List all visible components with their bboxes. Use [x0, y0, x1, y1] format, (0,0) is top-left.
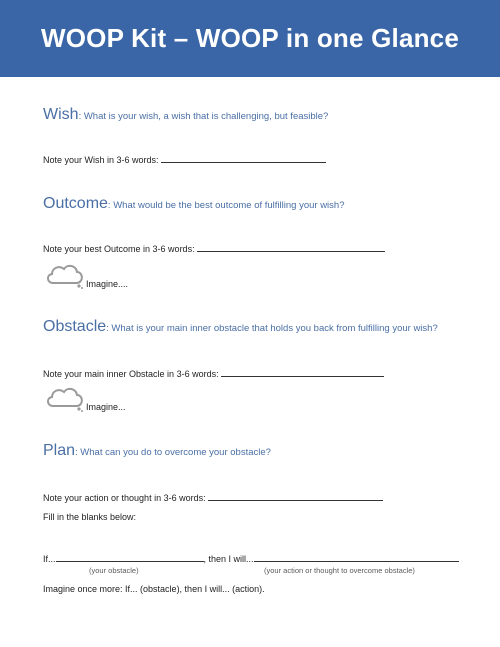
if-then-row — [43, 552, 459, 564]
then-action-blank[interactable] — [254, 552, 459, 562]
obstacle-answer-line[interactable] — [221, 367, 384, 377]
if-label: If... — [43, 554, 56, 564]
plan-row — [43, 491, 383, 503]
obstacle-imagine: Imagine... — [86, 402, 126, 412]
hint-action: (your action or thought to overcome obstacle) — [264, 566, 415, 575]
plan-question: : What can you do to overcome your obstacle? — [75, 447, 271, 458]
wish-heading — [43, 106, 328, 124]
plan-answer-line[interactable] — [208, 491, 383, 501]
then-label: , then I will... — [203, 554, 254, 564]
outcome-question: : What would be the best outcome of fulfilling your wish? — [107, 200, 345, 211]
obstacle-heading — [43, 318, 438, 336]
plan-title: Plan — [43, 442, 76, 459]
obstacle-prompt: Note your main inner Obstacle in 3-6 words: — [43, 369, 219, 379]
fill-in-instruction: Fill in the blanks below: — [43, 512, 137, 522]
cloud-icon — [44, 261, 86, 289]
obstacle-question: : What is your main inner obstacle that holds you back from fulfilling your wish? — [106, 323, 438, 334]
plan-prompt: Note your action or thought in 3-6 words: — [43, 493, 206, 503]
wish-question: : What is your wish, a wish that is challenging, but feasible? — [78, 111, 329, 122]
outcome-answer-line[interactable] — [197, 242, 385, 252]
cloud-icon — [44, 384, 86, 412]
plan-heading — [43, 442, 271, 460]
page-title: WOOP Kit – WOOP in one Glance — [40, 23, 460, 53]
hint-obstacle: (your obstacle) — [89, 566, 139, 575]
wish-title: Wish — [43, 106, 79, 123]
outcome-row — [43, 242, 385, 254]
wish-row — [43, 153, 326, 165]
wish-answer-line[interactable] — [161, 153, 326, 163]
header-banner — [0, 0, 500, 77]
outcome-imagine: Imagine.... — [86, 279, 129, 289]
imagine-once-more: Imagine once more: If... (obstacle), then I will... (action). — [43, 584, 265, 594]
outcome-heading — [43, 195, 345, 213]
outcome-prompt: Note your best Outcome in 3-6 words: — [43, 244, 195, 254]
outcome-title: Outcome — [43, 195, 108, 212]
if-obstacle-blank[interactable] — [56, 552, 204, 562]
obstacle-title: Obstacle — [43, 318, 107, 335]
wish-prompt: Note your Wish in 3-6 words: — [43, 155, 159, 165]
obstacle-row — [43, 367, 384, 379]
